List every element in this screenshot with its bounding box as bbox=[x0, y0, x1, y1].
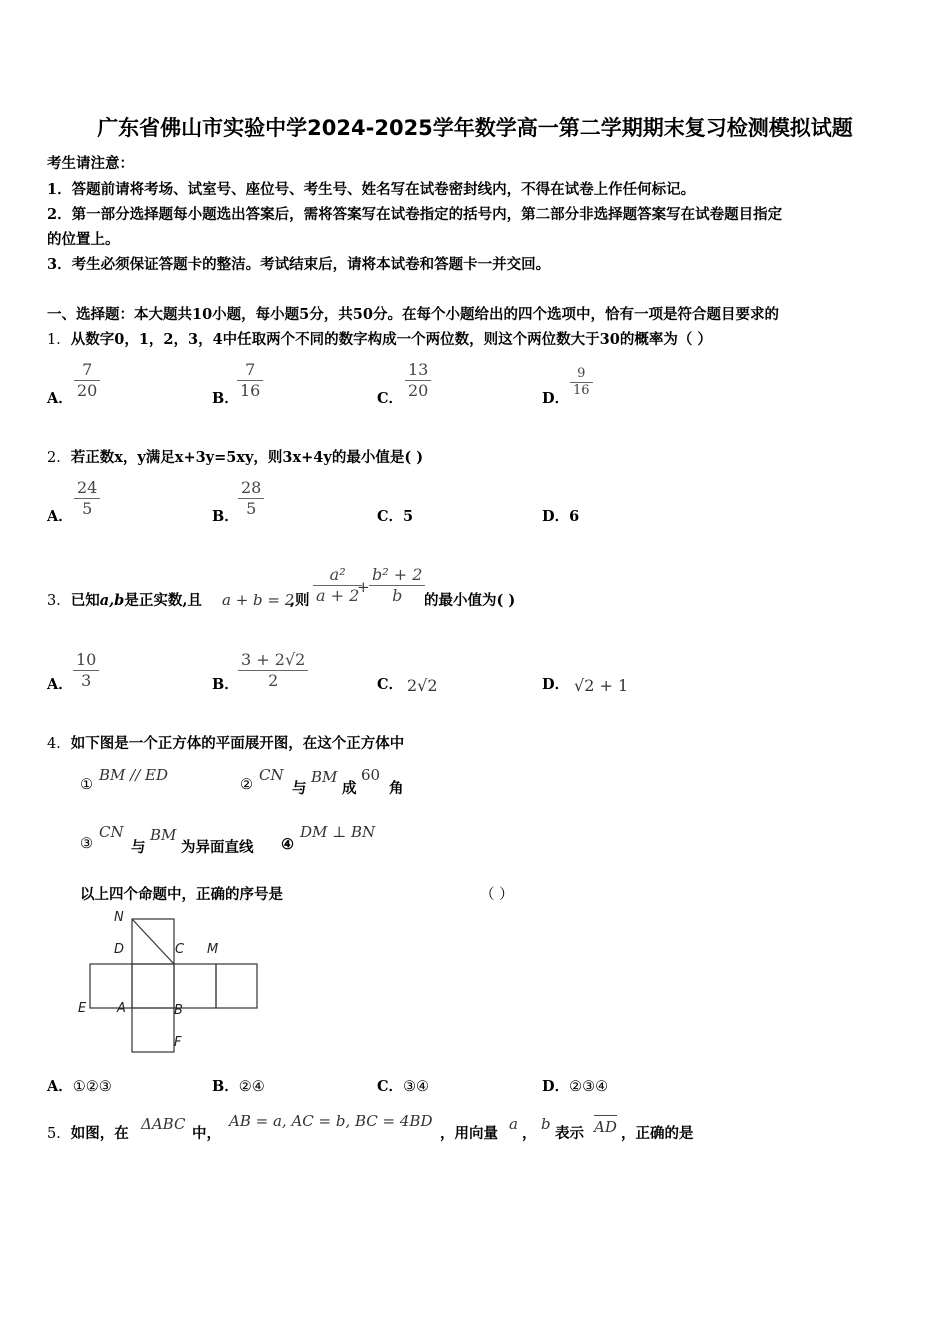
q2-option-a-fraction: $\frac{24}{5}$ bbox=[74, 478, 100, 519]
q4-prop-4-mark: ④ bbox=[281, 836, 294, 853]
net-label-d: D bbox=[114, 942, 125, 957]
q1-option-b-label: B． bbox=[212, 390, 239, 407]
q5-vector-a: a bbox=[509, 1115, 518, 1133]
q4-option-d: D．②③④ bbox=[542, 1078, 609, 1095]
q4-number: 4． bbox=[47, 736, 71, 752]
q1-option-d-fraction: $\frac{9}{16}$ bbox=[570, 366, 593, 399]
q4-answer-paren: （ ） bbox=[480, 887, 514, 903]
q4-stem bbox=[47, 732, 404, 753]
net-label-b: B bbox=[174, 1003, 183, 1018]
net-label-a: A bbox=[117, 1001, 126, 1016]
q4-ask: 以上四个命题中，正确的序号是 bbox=[80, 886, 283, 903]
q4-prop-2-e3: 60 bbox=[361, 766, 381, 784]
q3-option-a-label: A． bbox=[47, 676, 73, 693]
notice-item-3: 3．考生必须保证答题卡的整洁。考试结束后，请将本试卷和答题卡一并交回。 bbox=[47, 256, 551, 273]
net-label-c: C bbox=[175, 942, 185, 957]
q1-option-b-fraction: $\frac{7}{16}$ bbox=[237, 360, 263, 401]
q1-option-a-label: A． bbox=[47, 390, 73, 407]
q3-condition: a + b = 2 bbox=[222, 591, 295, 609]
net-label-n: N bbox=[114, 910, 124, 925]
q4-prop-3-e2: BM bbox=[150, 826, 177, 844]
q1-number: 1． bbox=[47, 332, 71, 348]
q2-option-d: D．6 bbox=[542, 508, 580, 525]
page-title: 广东省佛山市实验中学2024-2025学年数学高一第二学期期末复习检测模拟试题 bbox=[97, 116, 853, 140]
q2-stem bbox=[47, 446, 423, 467]
q1-text: 从数字0，1，2，3，4中任取两个不同的数字构成一个两位数，则这个两位数大于30的概率为（ ） bbox=[70, 331, 712, 348]
q4-prop-1-mark: ① bbox=[80, 777, 93, 793]
q1-option-a-fraction: $\frac{7}{20}$ bbox=[74, 360, 100, 401]
q3-fraction-2: $\frac{\text{b² + 2}}{b}$ bbox=[369, 565, 425, 606]
q3-number: 3． bbox=[47, 593, 71, 609]
q2-text: 若正数x，y满足x+3y=5xy，则3x+4y的最小值是( ) bbox=[70, 449, 424, 466]
q3-option-b-label: B． bbox=[212, 676, 239, 693]
q3-plus: + bbox=[357, 578, 370, 596]
q3-stem-end: 的最小值为( ) bbox=[424, 592, 516, 609]
q3-then: ,则 bbox=[290, 592, 310, 609]
q3-option-c-label: C． bbox=[377, 676, 404, 693]
notice-item-2-cont: 的位置上。 bbox=[47, 231, 120, 248]
q4-prop-3-e1: CN bbox=[99, 823, 124, 841]
q4-prop-1-expr: BM // ED bbox=[99, 766, 169, 784]
q5-number: 5． bbox=[47, 1126, 71, 1142]
q3-option-c-value: 2√2 bbox=[407, 676, 438, 695]
q2-option-b-fraction: $\frac{28}{5}$ bbox=[238, 478, 264, 519]
cube-net-diagram bbox=[70, 905, 270, 1055]
notice-heading: 考生请注意： bbox=[47, 155, 134, 172]
notice-item-2: 2．第一部分选择题每小题选出答案后，需将答案写在试卷指定的括号内，第二部分非选择题答案写在试卷题目指定 bbox=[47, 206, 783, 223]
q4-prop-2-w3: 角 bbox=[389, 780, 404, 797]
q4-option-c: C．③④ bbox=[377, 1078, 430, 1095]
q4-prop-2-mark: ② bbox=[240, 777, 253, 793]
q3-option-b-fraction: $\frac{3 + 2√2}{2}$ bbox=[238, 650, 308, 691]
q4-prop-2-e2: BM bbox=[311, 768, 338, 786]
q3-option-a-fraction: $\frac{10}{3}$ bbox=[73, 650, 99, 691]
q1-option-d-label: D． bbox=[542, 390, 570, 407]
q3-stem-start: 3．已知a,b是正实数,且 bbox=[47, 592, 202, 609]
q4-text: 如下图是一个正方体的平面展开图，在这个正方体中 bbox=[70, 735, 405, 752]
q5-text-5: 表示 bbox=[555, 1125, 584, 1142]
q4-prop-2-w2: 成 bbox=[342, 780, 357, 797]
q3-fraction-1: $\frac{\text{a²}}{a + 2}$ bbox=[313, 565, 362, 606]
q5-condition: AB = a, AC = b, BC = 4BD bbox=[229, 1112, 433, 1130]
net-square-right-1 bbox=[174, 964, 216, 1008]
net-square-center bbox=[132, 964, 174, 1008]
notice-item-1: 1．答题前请将考场、试室号、座位号、考生号、姓名写在试卷密封线内，不得在试卷上作任何标记。 bbox=[47, 181, 696, 198]
q4-prop-3-w1: 与 bbox=[131, 839, 146, 856]
net-label-m: M bbox=[207, 942, 219, 957]
q4-prop-3-mark: ③ bbox=[80, 836, 93, 852]
net-square-bottom bbox=[132, 1008, 174, 1052]
q5-text-6: ，正确的是 bbox=[621, 1125, 694, 1142]
q5-text-2: 中， bbox=[192, 1125, 221, 1142]
q5-text-4: ， bbox=[522, 1125, 537, 1142]
net-diagonal-dn-c bbox=[132, 919, 174, 964]
q4-prop-4-expr: DM ⊥ BN bbox=[300, 823, 376, 841]
q5-stem-start: 5．如图，在 bbox=[47, 1125, 129, 1142]
q1-stem bbox=[47, 328, 712, 349]
q2-option-a-label: A． bbox=[47, 508, 73, 525]
q4-option-a: A．①②③ bbox=[47, 1078, 112, 1095]
net-square-right-2 bbox=[216, 964, 257, 1008]
q4-prop-2-w1: 与 bbox=[292, 780, 307, 797]
net-label-e: E bbox=[78, 1001, 87, 1016]
q4-prop-3-w2: 为异面直线 bbox=[181, 839, 254, 856]
q2-option-b-label: B． bbox=[212, 508, 239, 525]
q5-vector-ad: AD bbox=[594, 1115, 617, 1136]
section-heading: 一、选择题：本大题共10小题，每小题5分，共50分。在每个小题给出的四个选项中，恰有一项是符合题目要求的 bbox=[47, 306, 779, 323]
q3-option-d-value: √2 + 1 bbox=[574, 676, 629, 695]
q1-option-c-label: C． bbox=[377, 390, 404, 407]
q5-triangle: ΔABC bbox=[141, 1115, 186, 1133]
net-label-f: F bbox=[174, 1035, 182, 1050]
q1-option-c-fraction: $\frac{13}{20}$ bbox=[405, 360, 431, 401]
q2-option-c: C．5 bbox=[377, 508, 414, 525]
q5-vector-b: b bbox=[541, 1115, 551, 1133]
q4-option-b: B．②④ bbox=[212, 1078, 265, 1095]
q2-number: 2． bbox=[47, 450, 71, 466]
q4-prop-2-e1: CN bbox=[259, 766, 284, 784]
q5-text-3: ，用向量 bbox=[440, 1125, 498, 1142]
q3-option-d-label: D． bbox=[542, 676, 570, 693]
